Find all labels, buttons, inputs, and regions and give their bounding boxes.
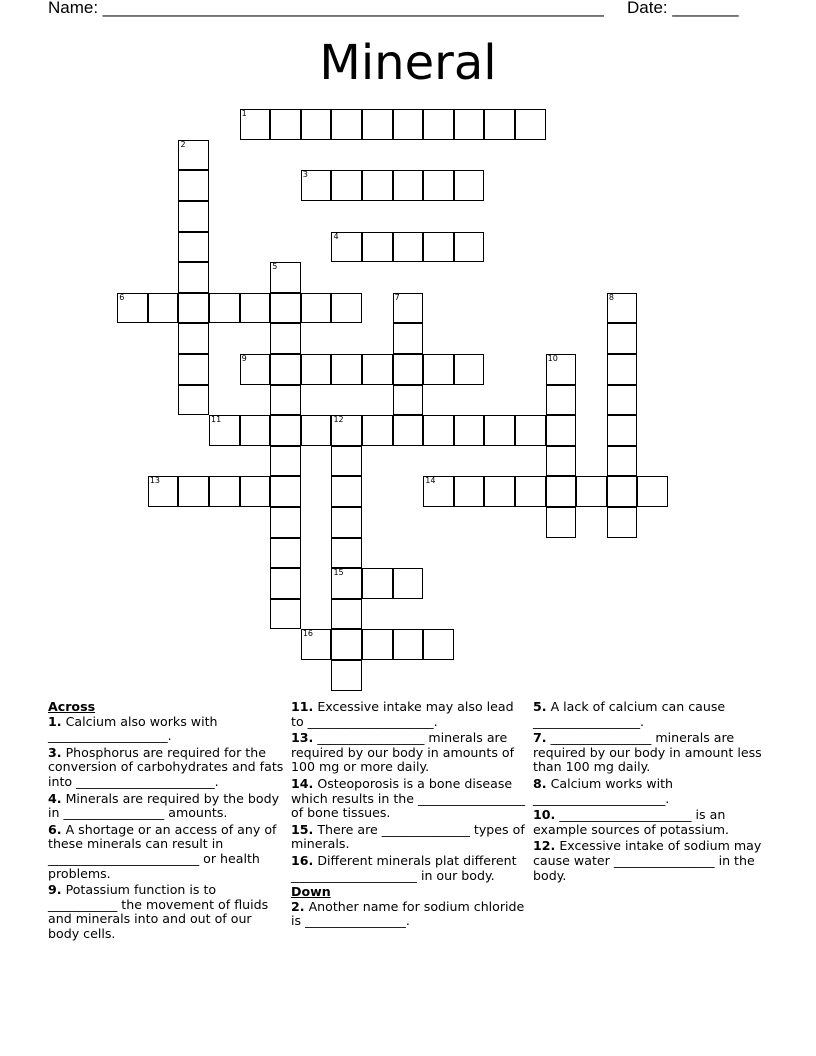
cell-number: 16	[302, 629, 314, 639]
cell-number: 5	[272, 262, 278, 272]
grid-cell[interactable]	[331, 568, 362, 599]
grid-cell[interactable]	[240, 354, 271, 385]
grid-cell[interactable]	[393, 232, 424, 263]
clue	[48, 792, 286, 821]
clue-text: Calcium works with _____________________.	[533, 775, 674, 806]
grid-cell[interactable]	[393, 170, 424, 201]
name-field[interactable]: Name: _____________________________________________________	[48, 0, 604, 17]
clue	[291, 731, 527, 775]
down-heading: Down	[291, 884, 331, 900]
grid-cell[interactable]	[362, 415, 393, 446]
clue	[48, 715, 286, 744]
grid-cell[interactable]	[209, 476, 240, 507]
cell-number: 8	[608, 292, 614, 302]
grid-cell[interactable]	[301, 629, 332, 660]
clue	[533, 700, 769, 729]
grid-cell[interactable]	[515, 476, 546, 507]
grid-cell[interactable]	[454, 354, 485, 385]
grid-cell[interactable]	[423, 415, 454, 446]
clue-number: 15.	[291, 821, 314, 837]
grid-cell[interactable]	[301, 415, 332, 446]
clue	[533, 839, 769, 883]
grid-cell[interactable]	[607, 354, 638, 385]
grid-cell[interactable]	[331, 232, 362, 263]
grid-cell[interactable]	[178, 323, 209, 354]
grid-cell[interactable]	[393, 323, 424, 354]
grid-cell[interactable]	[331, 170, 362, 201]
clues-column-2	[291, 700, 527, 931]
grid-cell[interactable]	[178, 293, 209, 324]
clue-number: 14.	[291, 775, 314, 791]
grid-cell[interactable]	[331, 415, 362, 446]
clue-text: A shortage or an access of any of these minerals can result in ________________________ or health problems.	[48, 821, 277, 881]
clue-text: There are ______________ types of minerals.	[291, 821, 525, 852]
grid-cell[interactable]	[331, 476, 362, 507]
grid-cell[interactable]	[546, 476, 577, 507]
grid-cell[interactable]	[270, 599, 301, 630]
clue-number: 13.	[291, 730, 314, 746]
grid-cell[interactable]	[270, 109, 301, 140]
grid-cell[interactable]	[178, 201, 209, 232]
clue	[48, 883, 286, 941]
grid-cell[interactable]	[607, 323, 638, 354]
grid-cell[interactable]	[301, 293, 332, 324]
grid-cell[interactable]	[301, 109, 332, 140]
clue-text: Phosphorus are required for the conversion of carbohydrates and fats into ______________________.	[48, 744, 284, 789]
grid-cell[interactable]	[423, 170, 454, 201]
grid-cell[interactable]	[484, 109, 515, 140]
grid-cell[interactable]	[423, 232, 454, 263]
clues-column-3	[533, 700, 769, 885]
cell-number: 1	[241, 109, 247, 119]
grid-cell[interactable]	[331, 599, 362, 630]
grid-cell[interactable]	[423, 629, 454, 660]
grid-cell[interactable]	[331, 660, 362, 691]
cell-number: 2	[180, 139, 186, 149]
down-clues-list-continued	[533, 700, 769, 883]
grid-cell[interactable]	[454, 476, 485, 507]
grid-cell[interactable]	[270, 507, 301, 538]
grid-cell[interactable]	[270, 568, 301, 599]
grid-cell[interactable]	[393, 629, 424, 660]
clue-text: A lack of calcium can cause _________________.	[533, 699, 726, 729]
cell-number: 3	[302, 170, 308, 180]
grid-cell[interactable]	[331, 293, 362, 324]
clue	[533, 777, 769, 806]
grid-cell[interactable]	[607, 293, 638, 324]
grid-cell[interactable]	[546, 446, 577, 477]
cell-number: 9	[241, 354, 247, 364]
cell-number: 4	[333, 231, 339, 241]
page-title: Mineral	[319, 35, 497, 91]
clue-text: Osteoporosis is a bone disease which results in the _________________ of bone tissues.	[291, 775, 526, 821]
grid-cell[interactable]	[393, 293, 424, 324]
grid-cell[interactable]	[454, 109, 485, 140]
across-clues-list	[48, 715, 286, 942]
clue-number: 3.	[48, 744, 62, 760]
clue-number: 16.	[291, 852, 314, 868]
grid-cell[interactable]	[423, 476, 454, 507]
grid-cell[interactable]	[240, 476, 271, 507]
cell-number: 15	[333, 568, 344, 578]
across-heading: Across	[48, 699, 96, 714]
grid-cell[interactable]	[331, 507, 362, 538]
grid-cell[interactable]	[454, 170, 485, 201]
grid-cell[interactable]	[484, 415, 515, 446]
grid-cell[interactable]	[454, 415, 485, 446]
grid-cell[interactable]	[270, 293, 301, 324]
clue	[533, 731, 769, 775]
grid-cell[interactable]	[515, 109, 546, 140]
grid-cell[interactable]	[270, 385, 301, 416]
clue	[291, 777, 527, 821]
grid-cell[interactable]	[393, 415, 424, 446]
grid-cell[interactable]	[331, 354, 362, 385]
grid-cell[interactable]	[331, 109, 362, 140]
grid-cell[interactable]	[178, 476, 209, 507]
grid-cell[interactable]	[546, 507, 577, 538]
grid-cell[interactable]	[393, 354, 424, 385]
cell-number: 12	[333, 415, 344, 425]
grid-cell[interactable]	[546, 385, 577, 416]
cell-number: 6	[119, 292, 125, 302]
grid-cell[interactable]	[240, 415, 271, 446]
clue-text: Another name for sodium chloride is ________________.	[291, 898, 525, 929]
grid-cell[interactable]	[331, 446, 362, 477]
cell-number: 10	[547, 354, 558, 364]
grid-cell[interactable]	[270, 262, 301, 293]
grid-cell[interactable]	[331, 538, 362, 569]
grid-cell[interactable]	[301, 170, 332, 201]
grid-cell[interactable]	[362, 170, 393, 201]
grid-cell[interactable]	[178, 140, 209, 171]
clue-number: 2.	[291, 898, 305, 914]
grid-cell[interactable]	[270, 538, 301, 569]
grid-cell[interactable]	[240, 109, 271, 140]
grid-cell[interactable]	[301, 354, 332, 385]
grid-cell[interactable]	[148, 476, 179, 507]
grid-cell[interactable]	[515, 415, 546, 446]
clue-text: Excessive intake may also lead to ____________________.	[291, 699, 514, 729]
clue	[291, 854, 527, 883]
clue	[291, 900, 527, 929]
grid-cell[interactable]	[178, 262, 209, 293]
grid-cell[interactable]	[607, 446, 638, 477]
grid-cell[interactable]	[362, 629, 393, 660]
grid-cell[interactable]	[240, 293, 271, 324]
clue-number: 5.	[533, 699, 547, 714]
clue-number: 7.	[533, 730, 547, 746]
grid-cell[interactable]	[393, 385, 424, 416]
clue-text: _________________ minerals are required by our body in amounts of 100 mg or more daily.	[291, 730, 515, 775]
grid-cell[interactable]	[178, 170, 209, 201]
clue-number: 8.	[533, 775, 547, 791]
grid-cell[interactable]	[178, 354, 209, 385]
grid-cell[interactable]	[270, 415, 301, 446]
cell-number: 7	[394, 292, 400, 302]
clue-text: ________________ minerals are required by our body in amount less than 100 mg daily.	[533, 730, 762, 775]
grid-cell[interactable]	[607, 507, 638, 538]
clue-text: _____________________ is an example sources of potassium.	[533, 807, 729, 837]
clue	[291, 700, 527, 729]
clue	[48, 823, 286, 881]
clue	[533, 808, 769, 837]
clue-text: Minerals are required by the body in ________________ amounts.	[48, 790, 280, 821]
clue	[291, 823, 527, 852]
grid-cell[interactable]	[454, 232, 485, 263]
clues-column-1	[48, 700, 286, 944]
grid-cell[interactable]	[576, 476, 607, 507]
grid-cell[interactable]	[270, 323, 301, 354]
grid-cell[interactable]	[546, 354, 577, 385]
grid-cell[interactable]	[423, 109, 454, 140]
clue-number: 10.	[533, 807, 556, 823]
clue-number: 11.	[291, 699, 314, 714]
clue	[48, 746, 286, 790]
across-clues-list-continued	[291, 700, 527, 883]
date-field[interactable]: Date: _______	[627, 0, 739, 17]
grid-cell[interactable]	[117, 293, 148, 324]
clue-number: 1.	[48, 713, 62, 729]
clue-text: Potassium function is to ___________ the movement of fluids and minerals into and out of our body cells.	[48, 882, 269, 941]
clue-number: 6.	[48, 821, 62, 837]
clue-number: 4.	[48, 790, 62, 806]
grid-cell[interactable]	[362, 354, 393, 385]
grid-cell[interactable]	[393, 109, 424, 140]
grid-cell[interactable]	[362, 232, 393, 263]
grid-cell[interactable]	[637, 476, 668, 507]
grid-cell[interactable]	[362, 568, 393, 599]
cell-number: 13	[149, 476, 161, 486]
clue-number: 9.	[48, 882, 62, 898]
grid-cell[interactable]	[209, 293, 240, 324]
cell-number: 14	[425, 476, 436, 486]
grid-cell[interactable]	[270, 446, 301, 477]
grid-cell[interactable]	[607, 415, 638, 446]
grid-cell[interactable]	[607, 385, 638, 416]
grid-cell[interactable]	[607, 476, 638, 507]
down-clues-list	[291, 900, 527, 929]
grid-cell[interactable]	[484, 476, 515, 507]
grid-cell[interactable]	[393, 568, 424, 599]
grid-cell[interactable]	[362, 109, 393, 140]
clue-text: Excessive intake of sodium may cause water ________________ in the body.	[533, 838, 762, 883]
clue-text: Calcium also works with ___________________.	[48, 713, 218, 744]
grid-cell[interactable]	[178, 385, 209, 416]
grid-cell[interactable]	[270, 354, 301, 385]
grid-cell[interactable]	[178, 232, 209, 263]
clue-text: Different minerals plat different ____________________ in our body.	[291, 852, 517, 883]
cell-number: 11	[211, 415, 222, 425]
grid-cell[interactable]	[546, 415, 577, 446]
clue-number: 12.	[533, 838, 556, 854]
grid-cell[interactable]	[209, 415, 240, 446]
grid-cell[interactable]	[148, 293, 179, 324]
grid-cell[interactable]	[423, 354, 454, 385]
grid-cell[interactable]	[270, 476, 301, 507]
grid-cell[interactable]	[331, 629, 362, 660]
